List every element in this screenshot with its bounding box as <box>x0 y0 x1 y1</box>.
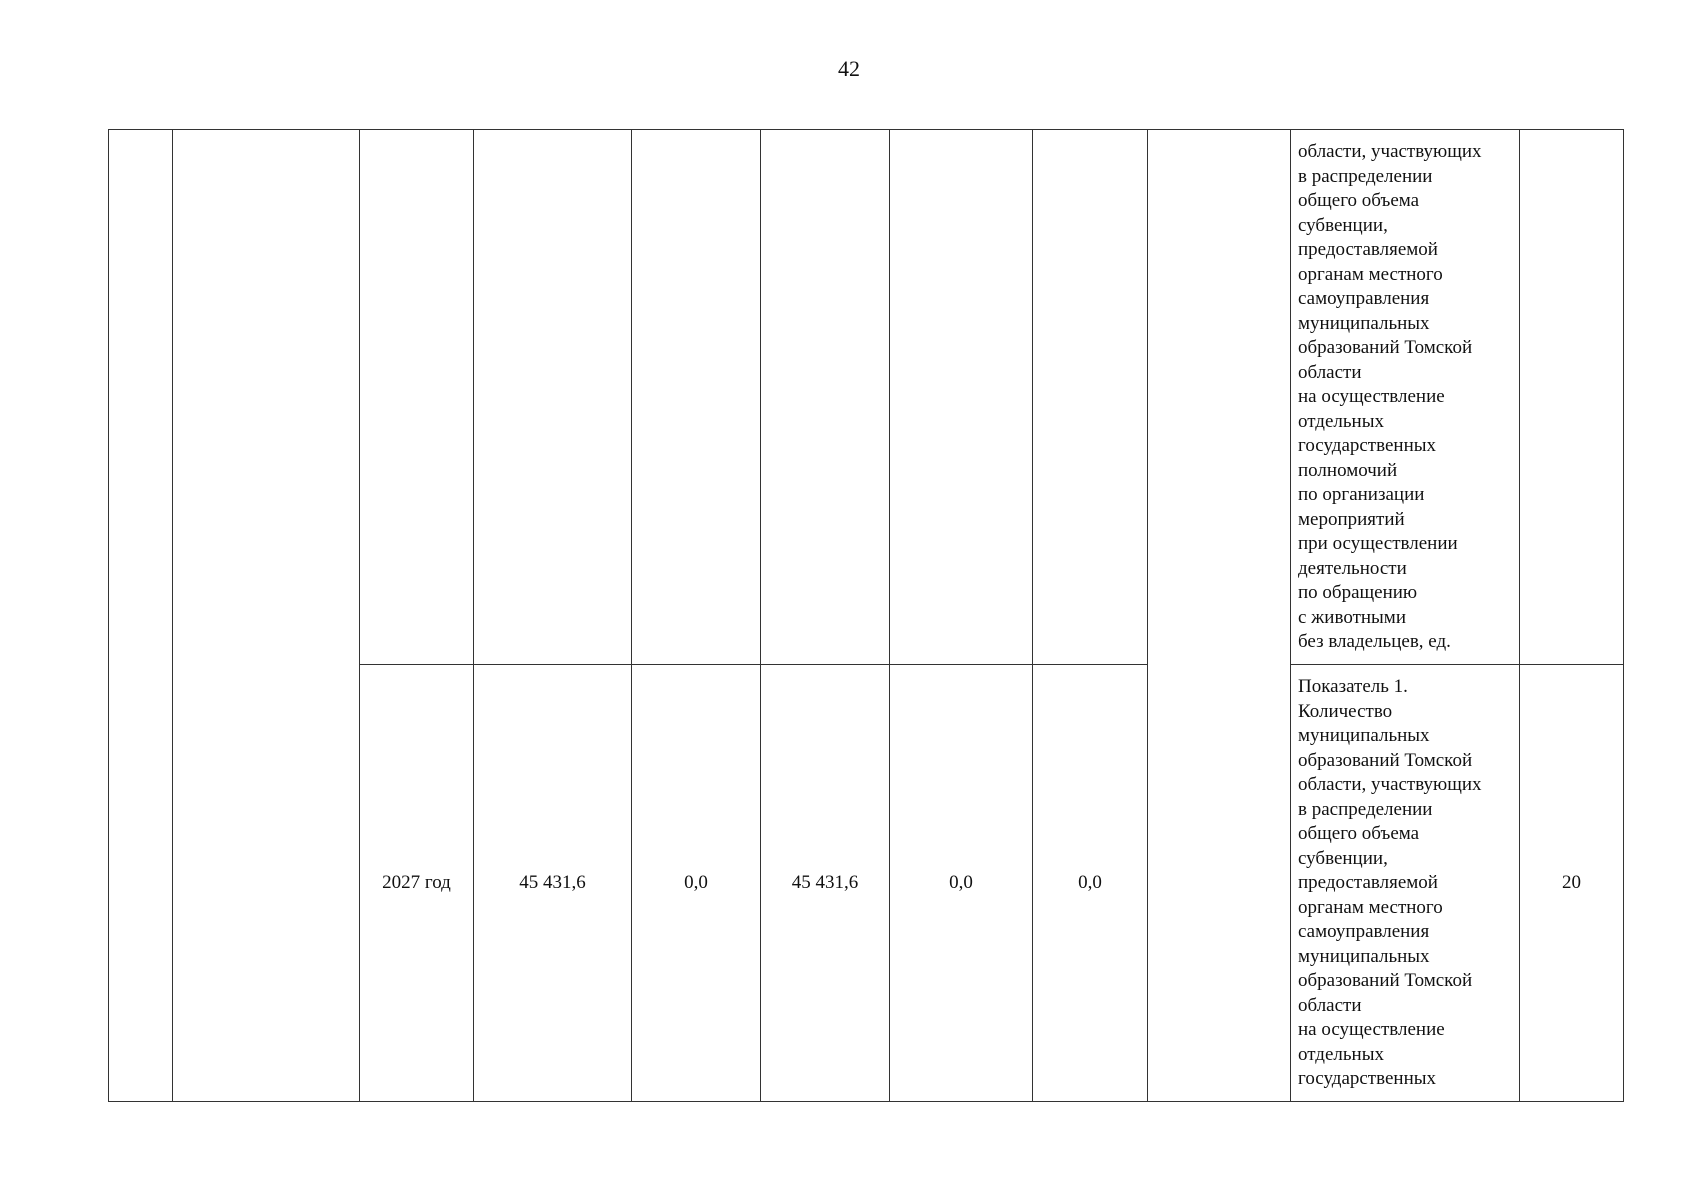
cell-indicator-value: 20 <box>1520 665 1624 1102</box>
cell-total: 45 431,6 <box>474 665 632 1102</box>
cell-regional: 45 431,6 <box>761 665 890 1102</box>
cell-federal <box>632 130 761 665</box>
cell-local: 0,0 <box>890 665 1033 1102</box>
cell-other: 0,0 <box>1033 665 1148 1102</box>
cell-indicator-value <box>1520 130 1624 665</box>
cell-indicator-text: области, участвующих в распределении общего объема субвенции, предоставляемой органам местного самоуправления муниципальных образований Томской области на осуществление отдельных государственных полномочий по организации мероприятий при осуществлении деятельности по обращению с животными без владельцев, ед. <box>1291 130 1520 665</box>
cell-other <box>1033 130 1148 665</box>
program-table <box>108 129 1624 1102</box>
cell-total <box>474 130 632 665</box>
cell-participant <box>1148 130 1291 1102</box>
cell-indicator-text: Показатель 1. Количество муниципальных образований Томской области, участвующих в распределении общего объема субвенции, предоставляемой органам местного самоуправления муниципальных образований Томской области на осуществление отдельных государственных <box>1291 665 1520 1102</box>
cell-year: 2027 год <box>360 665 474 1102</box>
cell-federal: 0,0 <box>632 665 761 1102</box>
page-number: 42 <box>838 56 860 81</box>
cell-regional <box>761 130 890 665</box>
cell-year <box>360 130 474 665</box>
cell-local <box>890 130 1033 665</box>
cell-activity-name <box>173 130 360 1102</box>
table-row <box>109 130 1624 665</box>
cell-number <box>109 130 173 1102</box>
